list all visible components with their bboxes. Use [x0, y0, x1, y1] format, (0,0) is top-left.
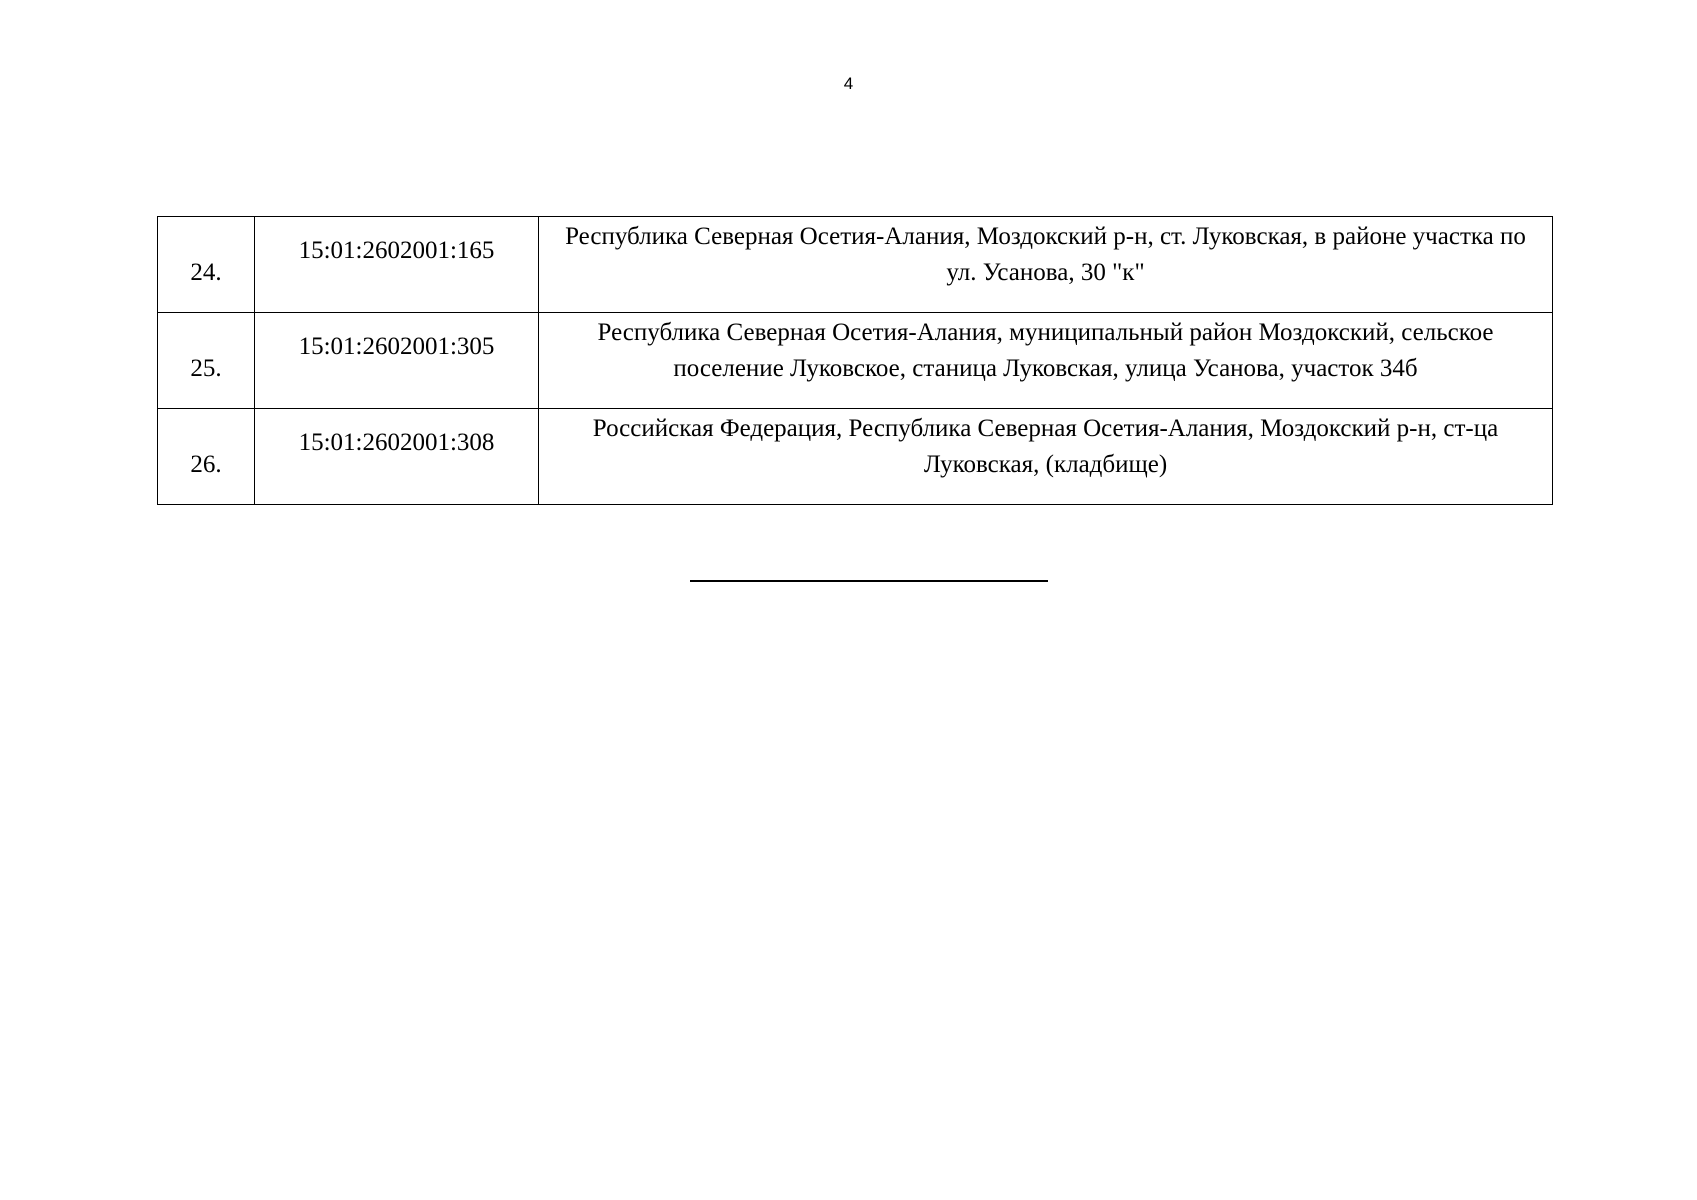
- cadastral-number-cell: 15:01:2602001:308: [255, 409, 539, 505]
- row-number-cell: [158, 313, 255, 409]
- table-row: [158, 313, 1553, 409]
- cadastral-number-cell: 15:01:2602001:305: [255, 313, 539, 409]
- cadastral-number-cell: 15:01:2602001:165: [255, 217, 539, 313]
- land-plots-table-container: [157, 216, 1553, 505]
- row-number-cell: [158, 409, 255, 505]
- row-number: 26.: [190, 450, 222, 478]
- table-row: [158, 409, 1553, 505]
- address-cell: Российская Федерация, Республика Северная Осетия-Алания, Моздокский р-н, ст-ца Луковская, (кладбище): [539, 409, 1553, 505]
- address-cell: Республика Северная Осетия-Алания, муниципальный район Моздокский, сельское поселение Луковское, станица Луковская, улица Усанова, участок 34б: [539, 313, 1553, 409]
- land-plots-table: [157, 216, 1553, 505]
- address-cell: Республика Северная Осетия-Алания, Моздокский р-н, ст. Луковская, в районе участка по ул. Усанова, 30 "к": [539, 217, 1553, 313]
- page-number: 4: [843, 74, 854, 93]
- end-of-document-line: [690, 580, 1048, 582]
- row-number-cell: [158, 217, 255, 313]
- row-number: 24.: [190, 258, 222, 286]
- row-number: 25.: [190, 354, 222, 382]
- table-row: [158, 217, 1553, 313]
